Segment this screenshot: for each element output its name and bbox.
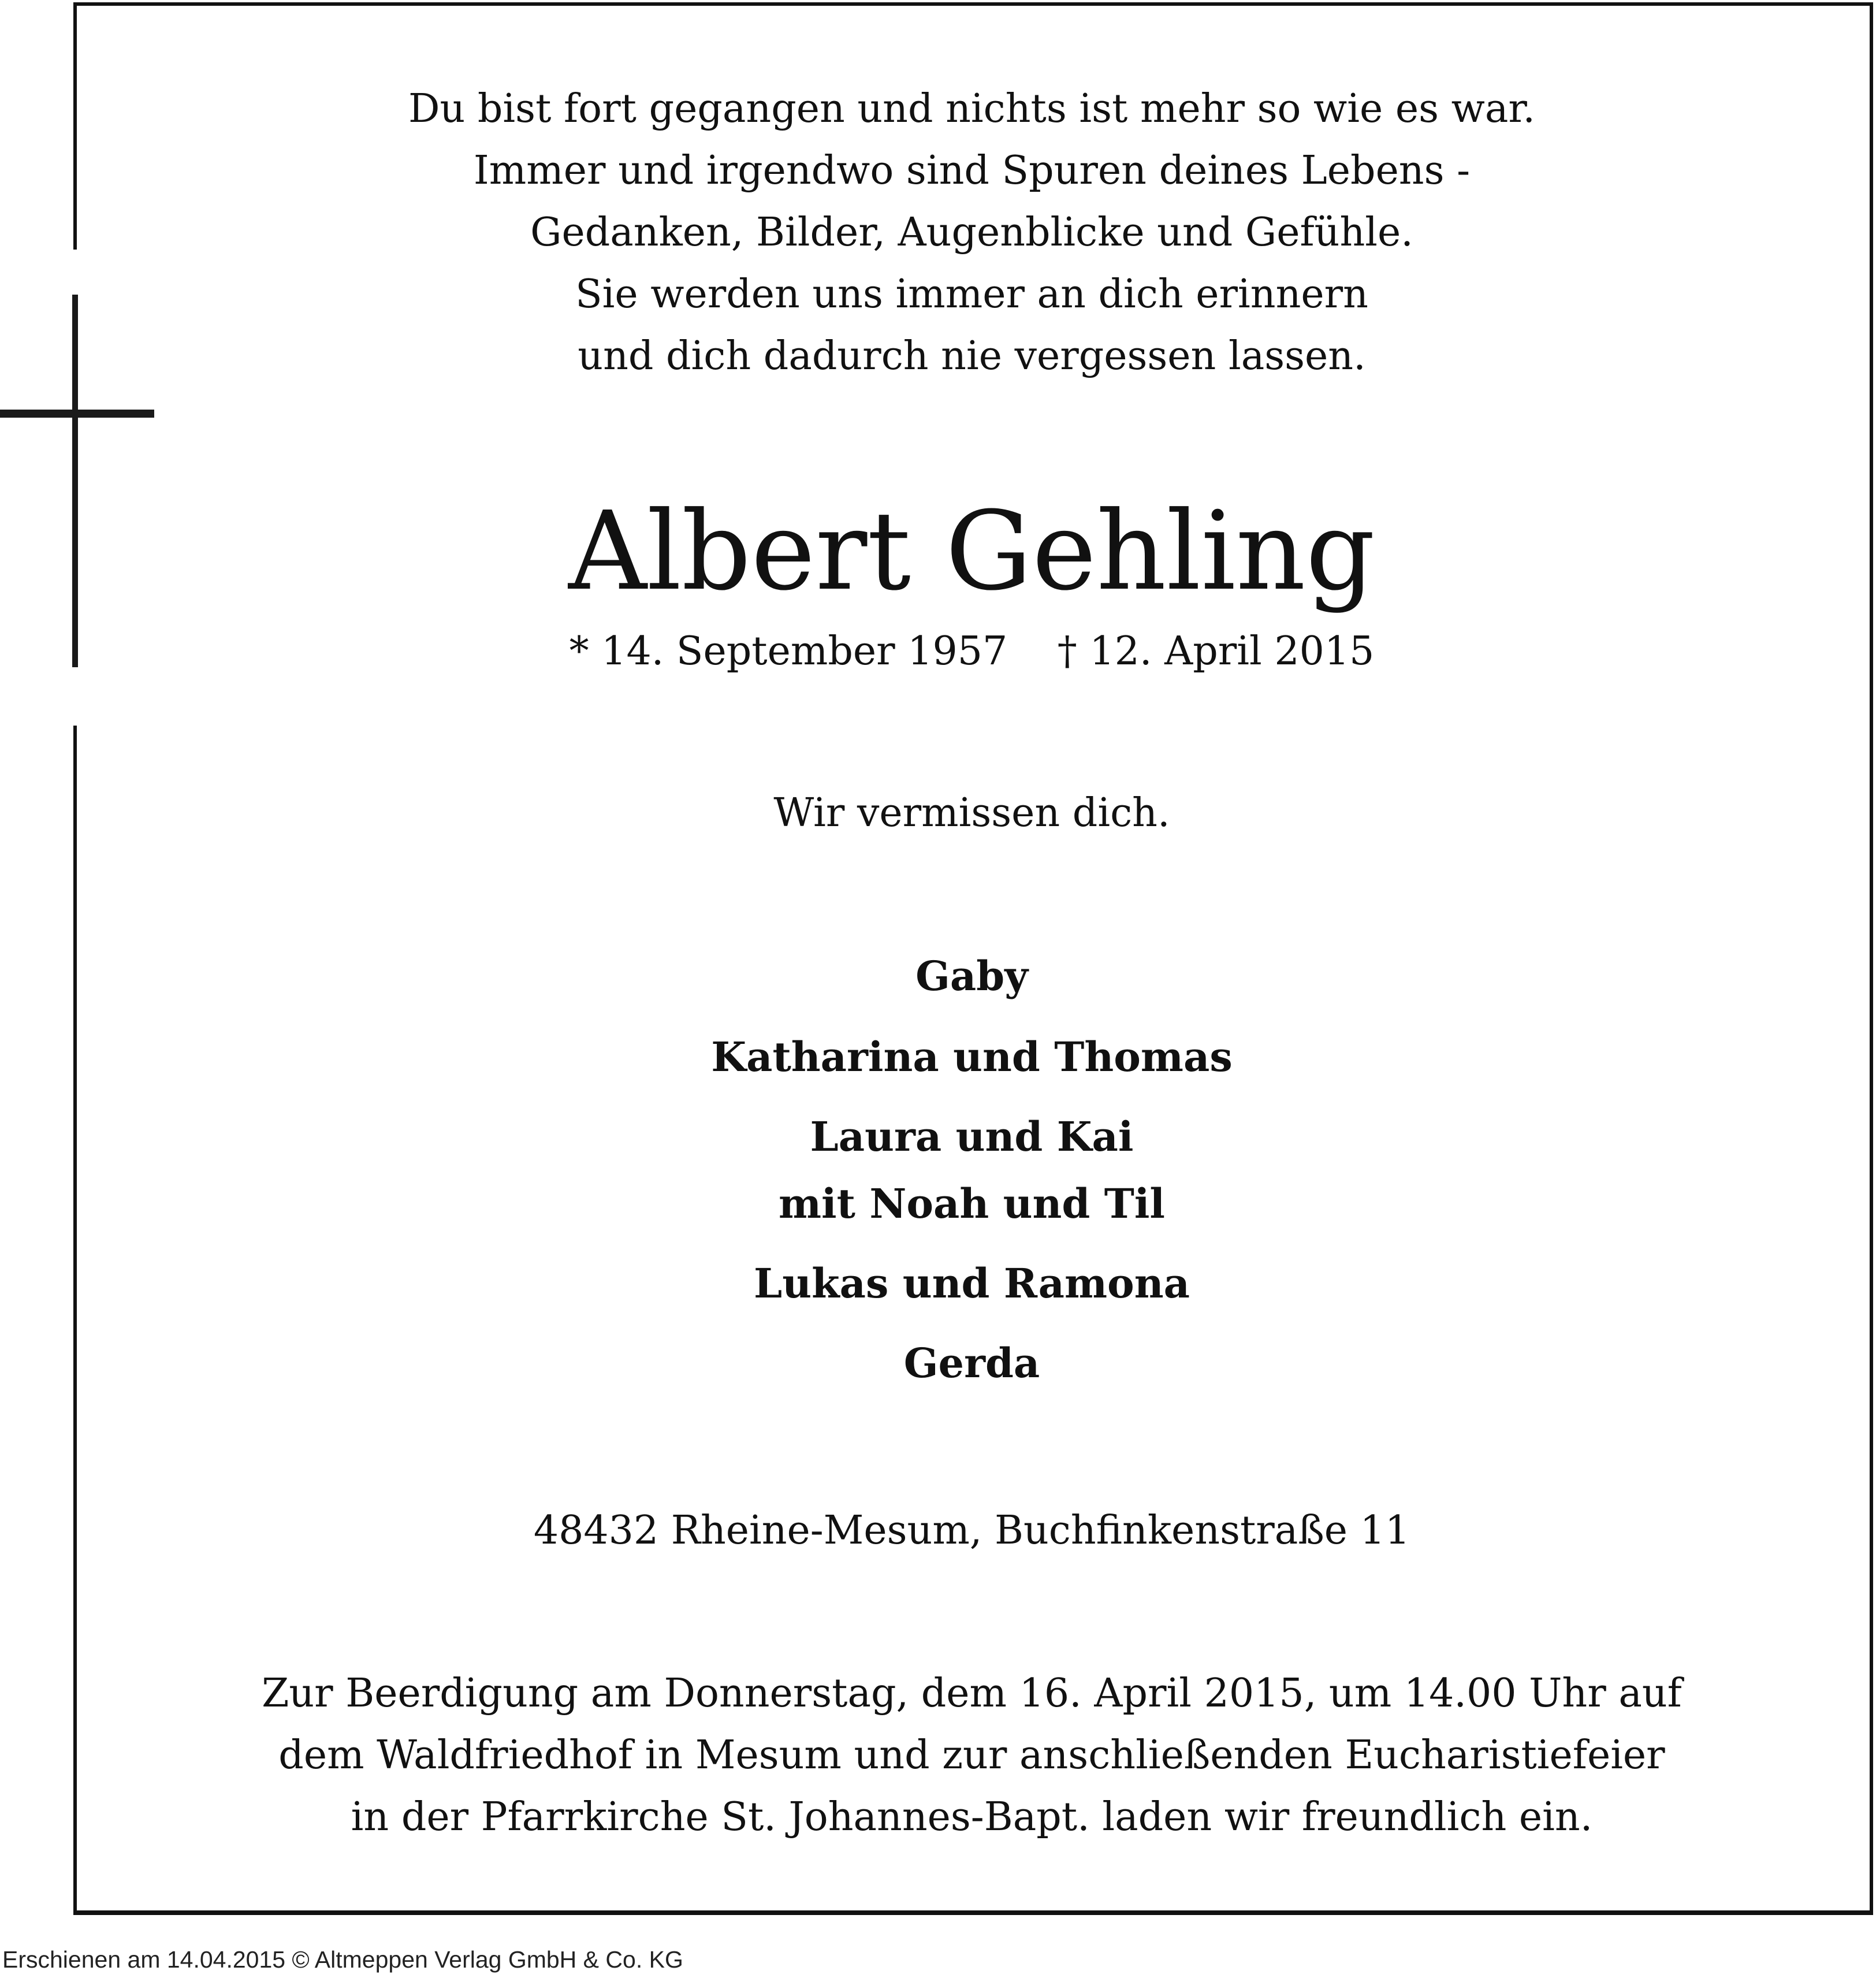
address: 48432 Rheine-Mesum, Buchfinkenstraße 11: [533, 1508, 1410, 1553]
funeral-line: in der Pfarrkirche St. Johannes-Bapt. laden wir freundlich ein.: [351, 1794, 1593, 1840]
life-dates: * 14. September 1957 † 12. April 2015: [569, 629, 1375, 674]
family-member: Lukas und Ramona: [754, 1259, 1190, 1307]
family-member: mit Noah und Til: [778, 1180, 1166, 1228]
cross-horizontal-bar: [0, 410, 154, 418]
funeral-line: dem Waldfriedhof in Mesum und zur anschließenden Eucharistiefeier: [278, 1732, 1665, 1778]
frame-bottom-border: [73, 1910, 1873, 1915]
publication-footer: Erschienen am 14.04.2015 © Altmeppen Verlag GmbH & Co. KG: [2, 1946, 683, 1973]
frame-top-border: [73, 2, 1873, 6]
poem-line: und dich dadurch nie vergessen lassen.: [578, 333, 1366, 379]
poem-line: Gedanken, Bilder, Augenblicke und Gefühle.: [530, 210, 1413, 255]
funeral-line: Zur Beerdigung am Donnerstag, dem 16. April 2015, um 14.00 Uhr auf: [262, 1671, 1682, 1716]
frame-right-border: [1870, 2, 1873, 1915]
family-member: Gaby: [915, 952, 1028, 1000]
poem: [75, 78, 1868, 387]
poem-line: Immer und irgendwo sind Spuren deines Lebens -: [473, 148, 1471, 194]
deceased-name: Albert Gehling: [568, 488, 1375, 615]
family-member: Gerda: [903, 1339, 1040, 1387]
family-member: Laura und Kai: [810, 1113, 1134, 1161]
poem-line: Sie werden uns immer an dich erinnern: [575, 272, 1368, 317]
funeral-notice: [75, 1663, 1868, 1848]
farewell-message: Wir vermissen dich.: [773, 790, 1170, 836]
family-member: Katharina und Thomas: [711, 1033, 1233, 1081]
poem-line: Du bist fort gegangen und nichts ist mehr so wie es war.: [408, 86, 1536, 132]
